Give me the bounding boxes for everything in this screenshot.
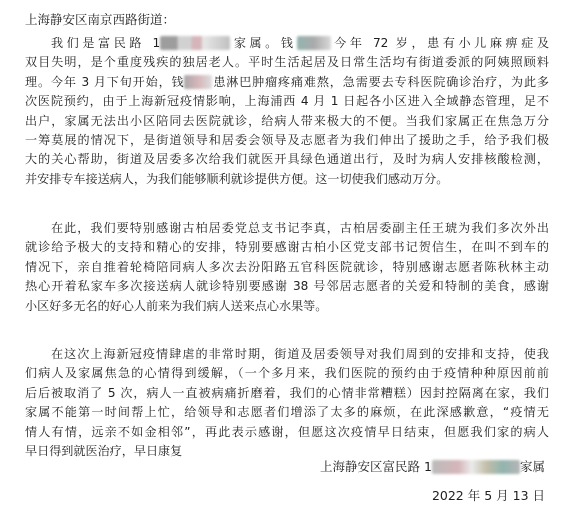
paragraph-thanks-individuals bbox=[25, 219, 549, 316]
redacted-name bbox=[297, 36, 331, 50]
paragraph-closing bbox=[25, 345, 549, 461]
text-line: 次医院预约，由于上海新冠疫情影响，上海浦西 4 月 1 日起各小区进入全域静态管理，足不 bbox=[25, 94, 549, 109]
text-line: 在此，我们要特别感谢古柏居委党总支书记李真，古柏居委副主任王琥为我们多次外出 bbox=[51, 221, 549, 235]
redacted-address bbox=[160, 36, 230, 50]
text-line: 小区好多无名的好心人前来为我们病人送来点心水果等。 bbox=[25, 298, 328, 313]
letter-date: 2022 年 5 月 13 日 bbox=[431, 488, 545, 503]
text-line: 在这次上海新冠疫情肆虐的非常时期，街道及居委领导对我们周到的安排和支持，使我 bbox=[51, 347, 549, 361]
text-line: 家属不能第一时间帮上忙，给领导和志愿者们增添了太多的麻烦，在此深感歉意，“疫情无 bbox=[25, 405, 549, 420]
text-line: 我们是富民路 1 家属。钱 今年 72 岁，患有小儿麻痹症及 bbox=[51, 36, 550, 50]
text-line: 理。今年 3 月下旬开始，钱 患淋巴肿瘤疼痛难熬，急需要去专科医院确诊治疗，为此多 bbox=[25, 74, 549, 89]
signature: 上海静安区富民路 1 家属 bbox=[320, 459, 545, 474]
text-line: 情人有情，远亲不如金相邻”，再此表示感谢，但愿这次疫情早日结束，但愿我们家的病人 bbox=[25, 424, 549, 439]
text-line: 并安排专车接送病人，为我们能够顺利就诊提供方便。这一切使我们感动万分。 bbox=[25, 171, 449, 186]
text-line: 双目失明，是个重度残疾的独居老人。平时生活起居及日常生活均有街道委派的阿姨照顾料 bbox=[25, 55, 549, 70]
redacted-address bbox=[432, 460, 520, 474]
text-line: 一筹莫展的情况下，是街道领导和居委会领导及志愿者为我们伸出了援助之手，给予我们极 bbox=[25, 133, 549, 148]
text-line: 后后被取消了 5 次，病人一直被病痛折磨着，我们的心情非常糟糕）因封控隔离在家，我们 bbox=[25, 385, 549, 400]
text-line: 情况下，亲自推着轮椅陪同病人多次去汾阳路五官科医院就诊，特别感谢志愿者陈秋林主动 bbox=[25, 259, 549, 274]
text-line: 早日得到就医治疗，早日康复 bbox=[25, 444, 183, 459]
text-line: 出户，家属无法出小区陪同去医院就诊，给病人带来极大的不便。当我们家属正在焦急万分 bbox=[25, 113, 549, 128]
text-line: 就诊给予极大的支持和精心的安排，特别要感谢古柏小区党支部书记贺信生，在叫不到车的 bbox=[25, 240, 549, 255]
text-line: 热心开着私家车多次接送病人就诊特别要感谢 38 号邻居志愿者的关爱和特制的美食，感谢 bbox=[25, 279, 549, 294]
salutation: 上海静安区南京西路街道： bbox=[25, 12, 176, 27]
redacted-name bbox=[184, 75, 212, 89]
text-line: 大的关心帮助，街道及居委多次给我们就医开具绿色通道出行，及时为病人安排核酸检测， bbox=[25, 152, 549, 167]
paragraph-gratitude-intro bbox=[25, 34, 549, 189]
text-line: 们病人及家属焦急的心情得到缓解，（一个多月来，我们医院的预约由于疫情种种原因前前 bbox=[25, 366, 549, 381]
